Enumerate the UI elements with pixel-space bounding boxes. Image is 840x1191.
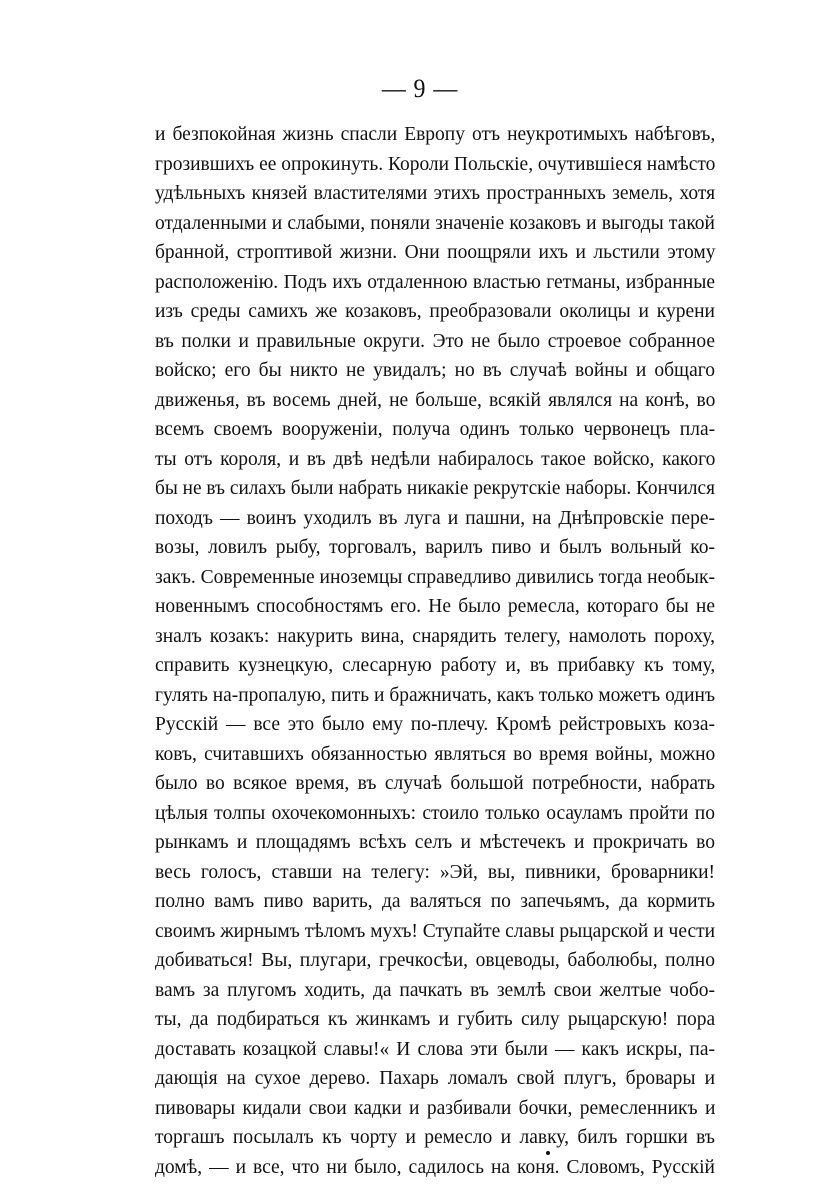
text-line: было во всякое время, въ случаѣ большой потребности, набрать bbox=[155, 773, 715, 794]
text-line: бы не въ силахъ были набрать никакіе рекрутскіе наборы. Кончился bbox=[155, 478, 715, 499]
text-line: торгашъ посылалъ къ чорту и ремесло и лавку, билъ горшки въ bbox=[155, 1127, 715, 1148]
text-line: расположенію. Подъ ихъ отдаленною властью гетманы, избранные bbox=[155, 271, 715, 293]
text-line: дающія на сухое дерево. Пахарь ломалъ свой плугъ, бровары и bbox=[155, 1068, 715, 1089]
text-line: бранной, строптивой жизни. Они поощряли ихъ и льстили этому bbox=[155, 242, 716, 263]
text-line: доставать козацкой славы!« И слова эти были — какъ искры, па- bbox=[155, 1038, 715, 1060]
text-line: войско; его бы никто не увидалъ; но въ случаѣ войны и общаго bbox=[155, 360, 715, 381]
text-line: добиваться! Вы, плугари, гречкосѣи, овцеводы, баболюбы, полно bbox=[155, 950, 715, 971]
text-line: зналъ козакъ: накурить вина, снарядить телегу, намолоть пороху, bbox=[155, 625, 715, 647]
text-line: весь голосъ, ставши на телегу: »Эй, вы, пивники, броварники! bbox=[155, 861, 715, 883]
text-line: цѣлыя толпы охочекомонныхъ: стоило только осауламъ пройти по bbox=[155, 802, 715, 824]
text-line: ты, да подбираться къ жинкамъ и губить силу рыцарскую! пора bbox=[155, 1009, 716, 1030]
text-line: своимъ жирнымъ тѣломъ мухъ! Ступайте славы рыцарской и чести bbox=[155, 920, 716, 942]
text-line: возы, ловилъ рыбу, торговалъ, варилъ пиво и былъ вольный ко- bbox=[155, 537, 715, 558]
ink-speck bbox=[546, 1151, 550, 1155]
text-line: ты отъ короля, и въ двѣ недѣли набиралось такое войско, какого bbox=[155, 448, 716, 470]
text-line: Русскій — все это было ему по-плечу. Кромѣ рейстровыхъ коза- bbox=[155, 714, 715, 735]
text-line: рынкамъ и площадямъ всѣхъ селъ и мѣстечекъ и прокричать во bbox=[155, 832, 715, 853]
text-line: движенья, въ восемь дней, не больше, всякій являлся на конѣ, во bbox=[155, 389, 716, 411]
text-line: грозившихъ ее опрокинуть. Короли Польскіе, очутившіеся намѣсто bbox=[155, 153, 716, 175]
text-line: вамъ за плугомъ ходить, да пачкать въ землѣ свои желтые чобо- bbox=[155, 979, 715, 1001]
text-line: всемъ своемъ вооруженіи, получа одинъ только червонецъ пла- bbox=[155, 419, 716, 440]
text-line: пивовары кидали свои кадки и разбивали бочки, ремесленникъ и bbox=[155, 1097, 716, 1119]
text-line: новеннымъ способностямъ его. Не было ремесла, котораго бы не bbox=[155, 596, 715, 617]
text-line: и безпокойная жизнь спасли Европу отъ неукротимыхъ набѣговъ, bbox=[155, 124, 716, 145]
text-line: въ полки и правильные округи. Это не было строевое собранное bbox=[155, 330, 716, 352]
text-line: полно вамъ пиво варить, да валяться по запечьямъ, да кормить bbox=[155, 891, 715, 912]
text-line: отдаленными и слабыми, поняли значеніе козаковъ и выгоды такой bbox=[155, 212, 715, 234]
text-line: домѣ, — и все, что ни было, садилось на коня. Словомъ, Русскій bbox=[155, 1156, 715, 1178]
body-text bbox=[155, 120, 715, 1182]
text-line: справить кузнецкую, слесарную работу и, въ прибавку къ тому, bbox=[155, 655, 716, 676]
text-line: изъ среды самихъ же козаковъ, преобразовали околицы и курени bbox=[155, 301, 715, 322]
page-number: — 9 — bbox=[381, 74, 459, 103]
text-line: ковъ, считавшихъ обязанностью являться во время войны, можно bbox=[155, 743, 716, 765]
text-line: закъ. Современные иноземцы справедливо дивились тогда необык- bbox=[155, 566, 715, 588]
text-line: походъ — воинъ уходилъ въ луга и пашни, на Днѣпровскіе пере- bbox=[155, 507, 715, 529]
text-line: гулять на-пропалую, пить и бражничать, какъ только можетъ одинъ bbox=[155, 684, 715, 706]
text-line: удѣльныхъ князей властителями этихъ пространныхъ земель, хотя bbox=[155, 183, 716, 204]
